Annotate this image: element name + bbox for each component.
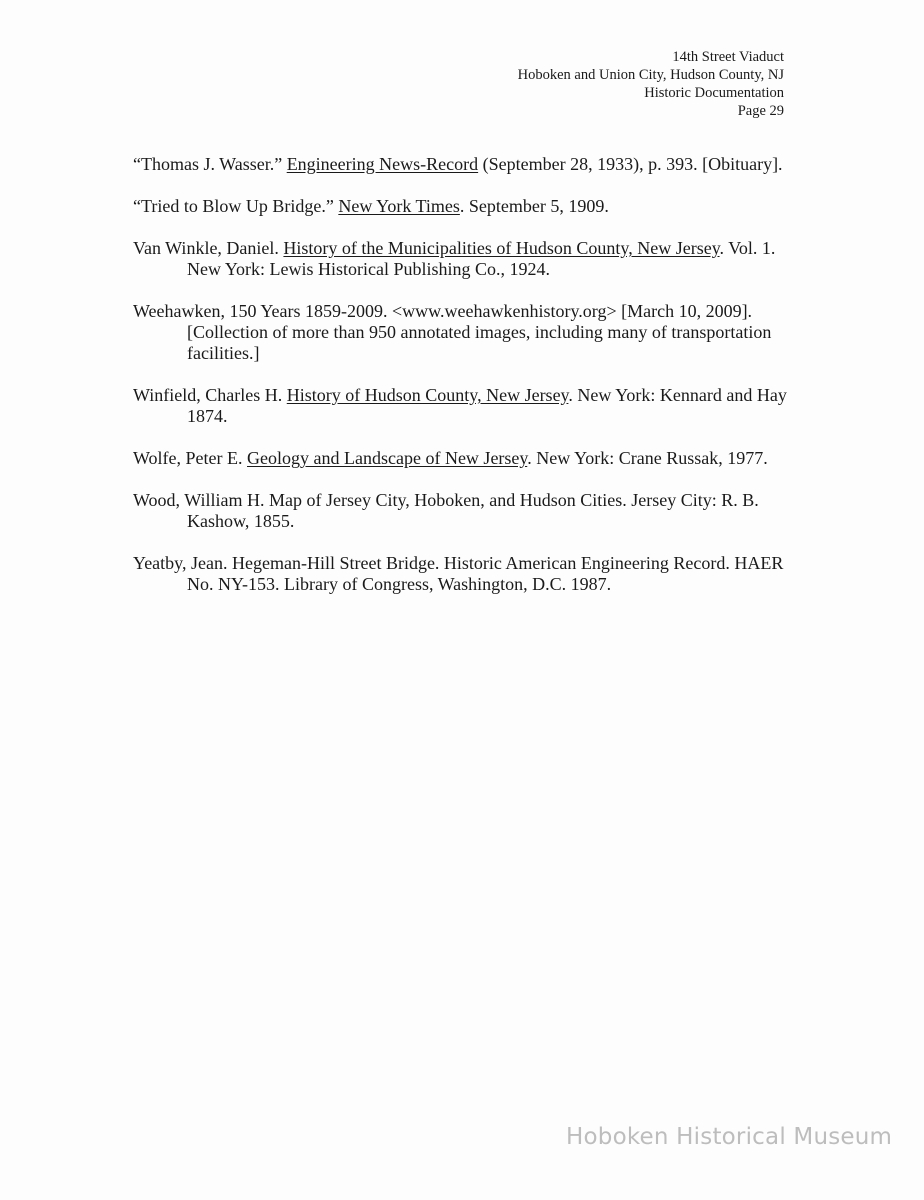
header-title: 14th Street Viaduct [672, 49, 784, 65]
bibliography-list [133, 136, 793, 616]
entry-details: . Vol. 1. New York: Lewis Historical Publishing Co., 1924. [187, 238, 776, 279]
bibliography-entry [133, 553, 793, 595]
entry-text: Weehawken, 150 Years 1859-2009. <www.weehawkenhistory.org> [March 10, 2009]. [Collection of more than 950 annotated images, including many of transportation facilities.] [133, 301, 772, 363]
bibliography-entry [133, 490, 793, 532]
museum-watermark: Hoboken Historical Museum [566, 1124, 893, 1150]
entry-title: Geology and Landscape of New Jersey [247, 448, 528, 468]
page-header [518, 48, 784, 120]
entry-details: . September 5, 1909. [459, 196, 609, 216]
entry-author: “Tried to Blow Up Bridge.” [133, 196, 339, 216]
entry-details: (September 28, 1933), p. 393. [Obituary]. [478, 154, 783, 174]
entry-text: Wood, William H. Map of Jersey City, Hoboken, and Hudson Cities. Jersey City: R. B. Kashow, 1855. [133, 490, 759, 531]
bibliography-entry [133, 385, 793, 427]
entry-details: . New York: Crane Russak, 1977. [527, 448, 768, 468]
bibliography-entry [133, 154, 793, 175]
bibliography-entry [133, 238, 793, 280]
header-location: Hoboken and Union City, Hudson County, NJ [517, 67, 784, 83]
header-doc-type: Historic Documentation [644, 85, 784, 101]
entry-text: Yeatby, Jean. Hegeman-Hill Street Bridge. Historic American Engineering Record. HAER No. NY-153. Library of Congress, Washington, D.C. 1987. [133, 553, 784, 594]
bibliography-entry [133, 301, 793, 364]
entry-author: Van Winkle, Daniel. [133, 238, 284, 258]
entry-author: “Thomas J. Wasser.” [133, 154, 287, 174]
bibliography-entry [133, 448, 793, 469]
entry-title: History of the Municipalities of Hudson County, New Jersey [283, 238, 720, 258]
entry-title: New York Times [338, 196, 460, 216]
entry-details: . New York: Kennard and Hay 1874. [187, 385, 787, 426]
bibliography-entry [133, 196, 793, 217]
entry-title: History of Hudson County, New Jersey [286, 385, 569, 405]
entry-author: Wolfe, Peter E. [133, 448, 248, 468]
page-number: Page 29 [737, 103, 784, 119]
entry-author: Winfield, Charles H. [133, 385, 287, 405]
entry-title: Engineering News-Record [286, 154, 479, 174]
